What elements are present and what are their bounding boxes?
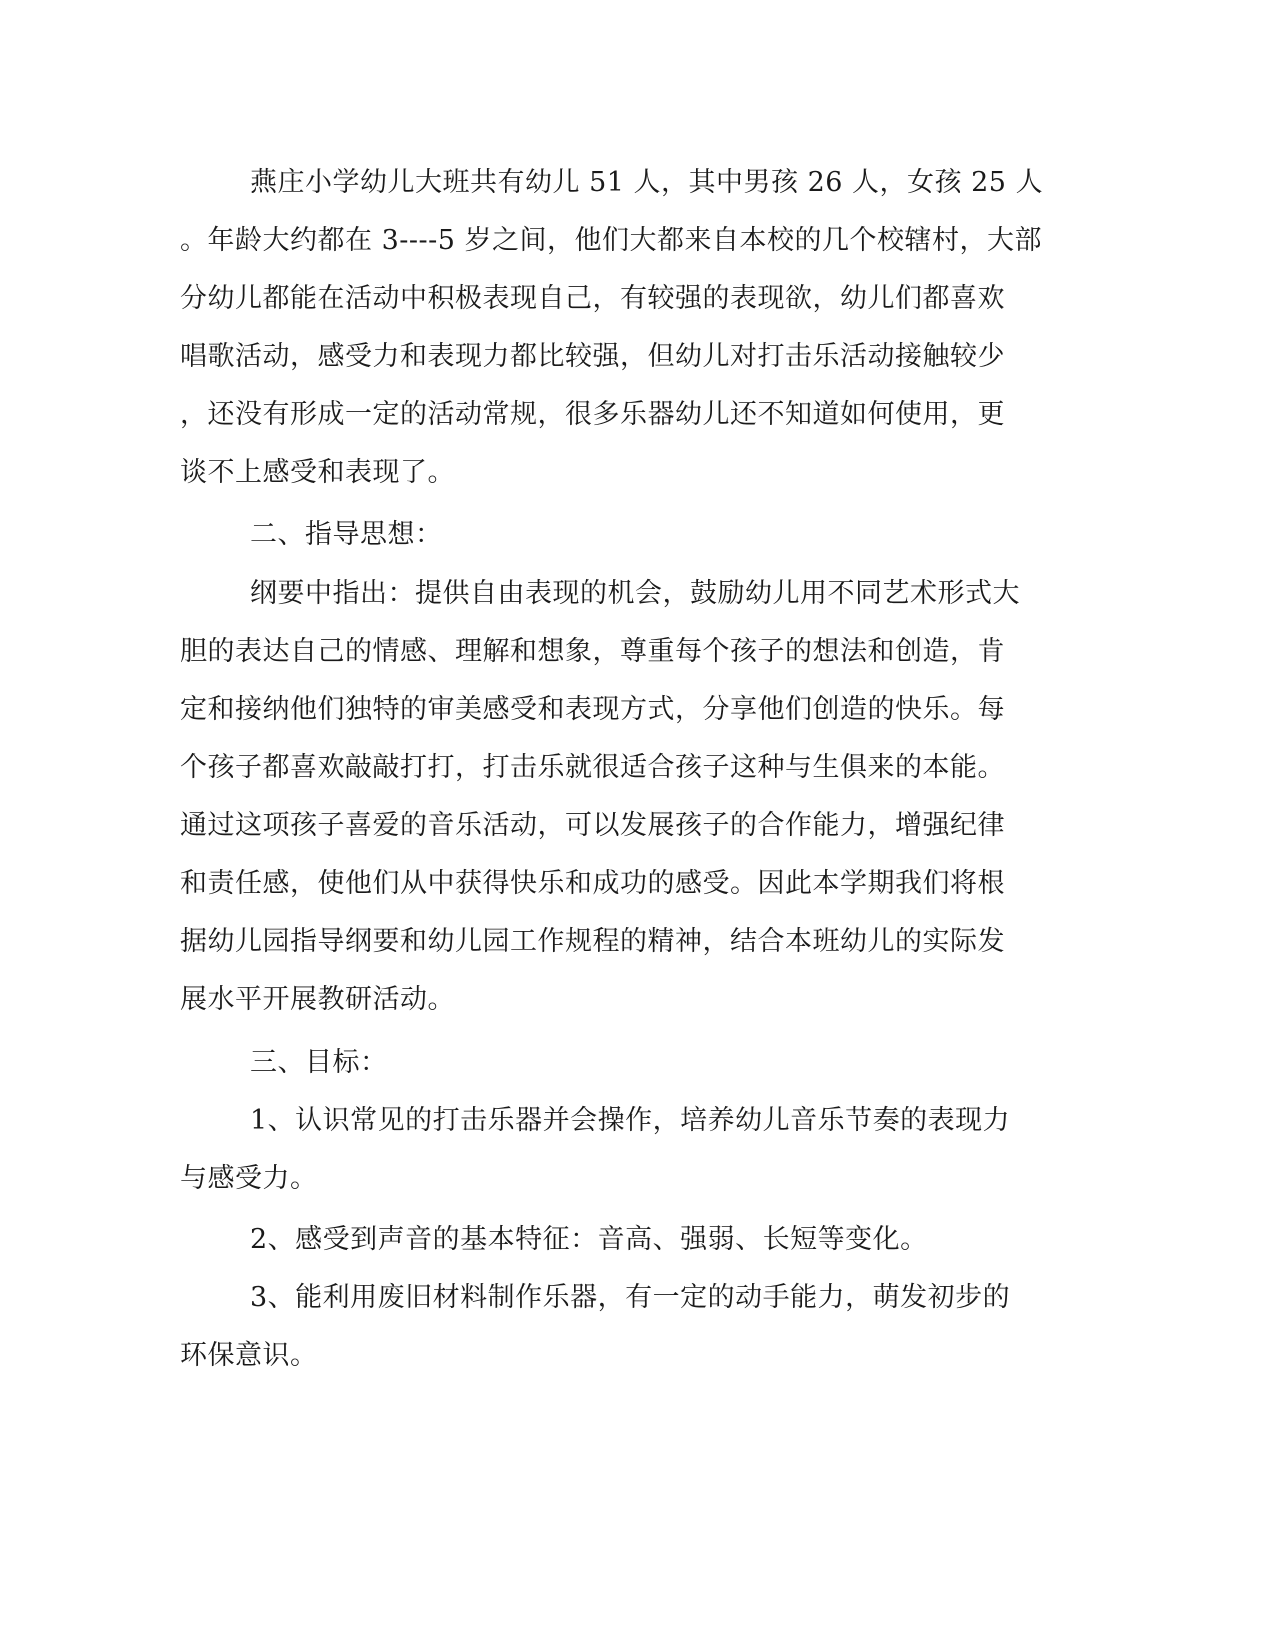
text-line-4: 唱歌活动，感受力和表现力都比较强，但幼儿对打击乐活动接触较少 bbox=[180, 341, 1005, 372]
text-line-5: ，还没有形成一定的活动常规，很多乐器幼儿还不知道如何使用，更 bbox=[180, 399, 1005, 430]
text-line-12: 通过这项孩子喜爱的音乐活动，可以发展孩子的合作能力，增强纪律 bbox=[180, 810, 1005, 841]
goal-item-1-continued: 与感受力。 bbox=[180, 1163, 318, 1194]
goal-item-1: 1、认识常见的打击乐器并会操作，培养幼儿音乐节奏的表现力 bbox=[250, 1105, 1011, 1136]
text-line-2: 。年龄大约都在 3----5 岁之间，他们大都来自本校的几个校辖村，大部 bbox=[180, 225, 1043, 256]
goal-item-3: 3、能利用废旧材料制作乐器，有一定的动手能力，萌发初步的 bbox=[250, 1282, 1011, 1313]
text-line-14: 据幼儿园指导纲要和幼儿园工作规程的精神，结合本班幼儿的实际发 bbox=[180, 926, 1005, 957]
text-line-1: 燕庄小学幼儿大班共有幼儿 51 人，其中男孩 26 人，女孩 25 人 bbox=[250, 167, 1044, 198]
text-line-9: 胆的表达自己的情感、理解和想象，尊重每个孩子的想法和创造，肯 bbox=[180, 636, 1005, 667]
text-line-15: 展水平开展教研活动。 bbox=[180, 984, 455, 1015]
text-line-10: 定和接纳他们独特的审美感受和表现方式，分享他们创造的快乐。每 bbox=[180, 694, 1005, 725]
text-line-13: 和责任感，使他们从中获得快乐和成功的感受。因此本学期我们将根 bbox=[180, 868, 1005, 899]
section-heading-guiding-thought: 二、指导思想： bbox=[250, 519, 443, 550]
text-line-8: 纲要中指出：提供自由表现的机会，鼓励幼儿用不同艺术形式大 bbox=[250, 578, 1020, 609]
text-line-3: 分幼儿都能在活动中积极表现自己，有较强的表现欲，幼儿们都喜欢 bbox=[180, 283, 1005, 314]
section-heading-goals: 三、目标： bbox=[250, 1047, 388, 1078]
goal-item-3-continued: 环保意识。 bbox=[180, 1340, 318, 1371]
text-line-6: 谈不上感受和表现了。 bbox=[180, 457, 455, 488]
text-line-11: 个孩子都喜欢敲敲打打，打击乐就很适合孩子这种与生俱来的本能。 bbox=[180, 752, 1005, 783]
goal-item-2: 2、感受到声音的基本特征：音高、强弱、长短等变化。 bbox=[250, 1224, 928, 1255]
